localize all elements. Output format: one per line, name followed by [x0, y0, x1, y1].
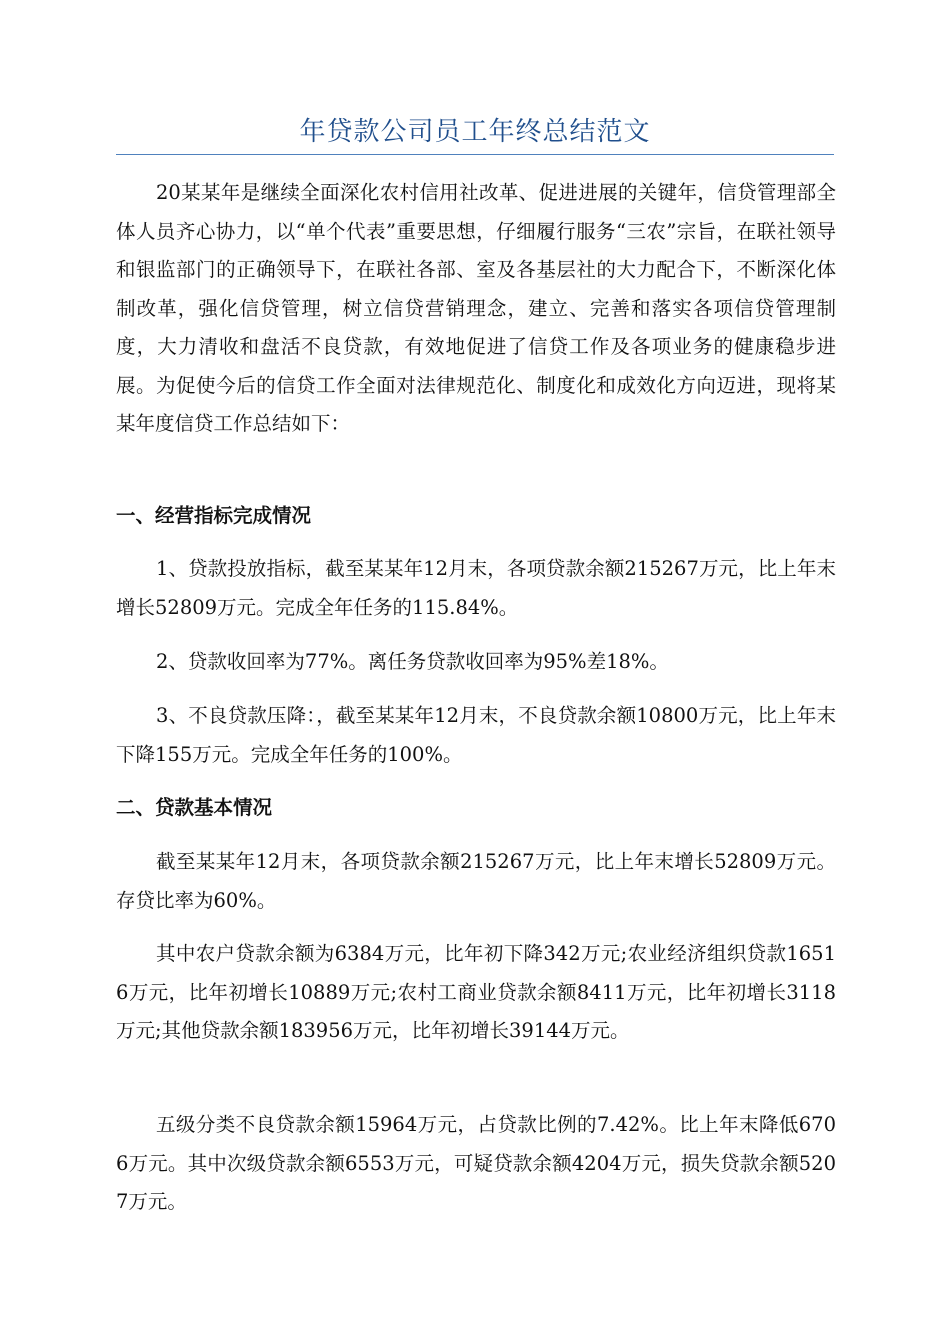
paragraph-loan-breakdown: 其中农户贷款余额为6384万元，比年初下降342万元;农业经济组织贷款16516万元，比年初增长10889万元;农村工商业贷款余额8411万元，比年初增长3118万元;其他贷款余额183956万元，比年初增长39144万元。 [116, 942, 836, 1042]
paragraph-bad-loan-reduction: 3、不良贷款压降：，截至某某年12月末，不良贷款余额10800万元，比上年末下降155万元。完成全年任务的100%。 [116, 704, 836, 766]
paragraph-loan-balance: 截至某某年12月末，各项贷款余额215267万元，比上年末增长52809万元。存贷比率为60%。 [116, 850, 836, 912]
document-title: 年贷款公司员工年终总结范文 [299, 117, 651, 147]
section-heading-operating-indicators: 一、经营指标完成情况 [116, 504, 312, 527]
paragraph-five-level-classification: 五级分类不良贷款余额15964万元，占贷款比例的7.42%。比上年末降低6706万元。其中次级贷款余额6553万元，可疑贷款余额4204万元，损失贷款余额5207万元。 [116, 1113, 836, 1213]
paragraph-loan-issuance: 1、贷款投放指标，截至某某年12月末，各项贷款余额215267万元，比上年末增长52809万元。完成全年任务的115.84%。 [116, 557, 836, 619]
section-heading-loan-situation: 二、贷款基本情况 [116, 796, 273, 819]
paragraph-recovery-rate: 2、贷款收回率为77%。离任务贷款收回率为95%差18%。 [156, 650, 669, 673]
title-underline [116, 154, 834, 155]
intro-paragraph: 20某某年是继续全面深化农村信用社改革、促进进展的关键年，信贷管理部全体人员齐心协力，以“单个代表”重要思想，仔细履行服务“三农”宗旨，在联社领导和银监部门的正确领导下，在联社各部、室及各基层社的大力配合下，不断深化体制改革，强化信贷管理，树立信贷营销理念，建立、完善和落实各项信贷管理制度，大力清收和盘活不良贷款，有效地促进了信贷工作及各项业务的健康稳步进展。为促使今后的信贷工作全面对法律规范化、制度化和成效化方向迈进，现将某某年度信贷工作总结如下： [116, 181, 836, 435]
